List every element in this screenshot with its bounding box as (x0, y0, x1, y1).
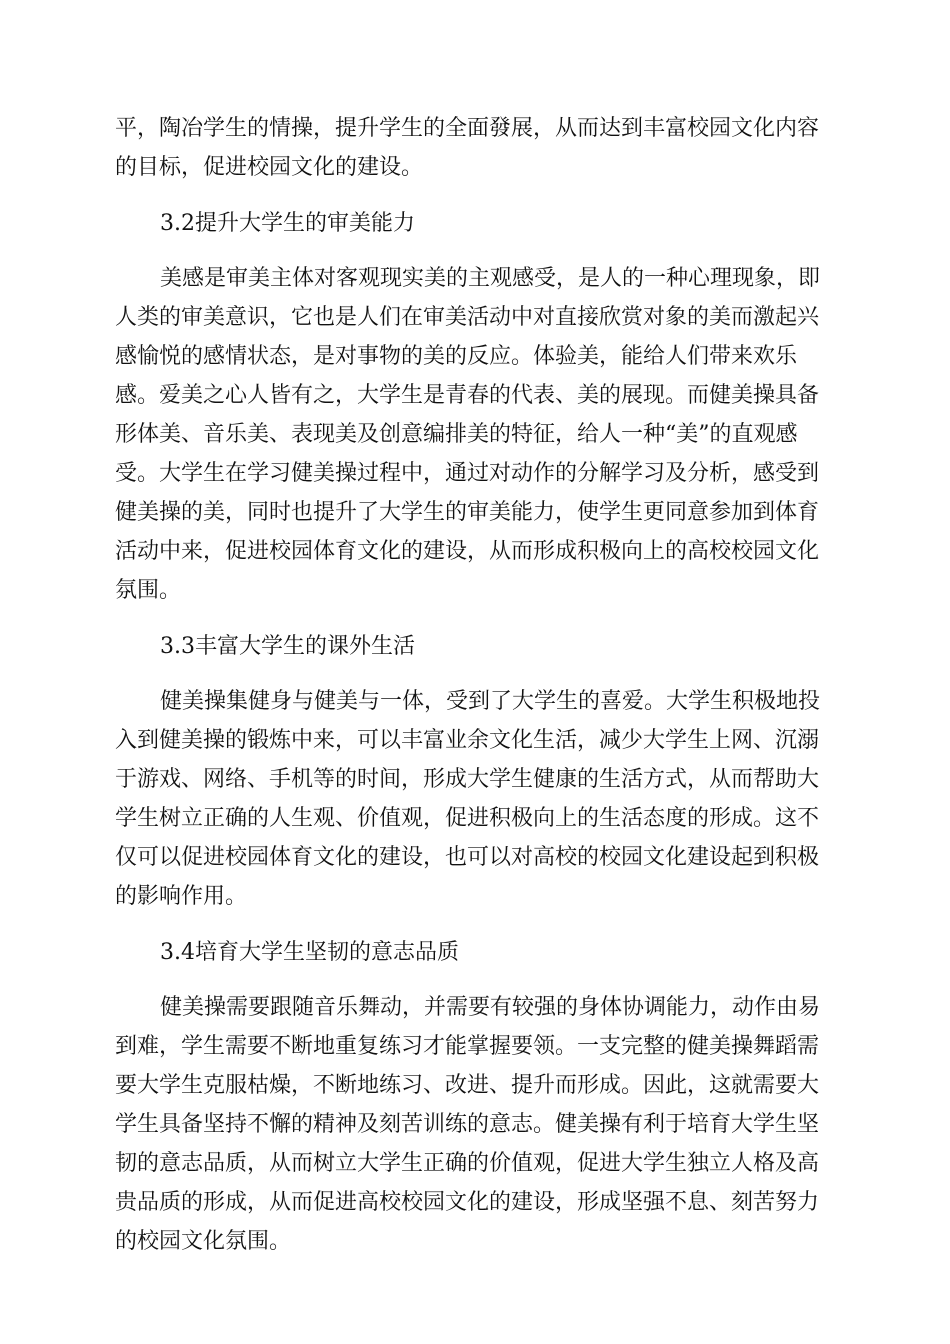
paragraph-line: 形体美、音乐美、表现美及创意编排美的特征，给人一种“美”的直观感 (115, 422, 798, 447)
section-heading-3-3: 3.3丰富大学生的课外生活 (160, 634, 415, 659)
paragraph-line: 健美操集健身与健美与一体，受到了大学生的喜爱。大学生积极地投 (160, 689, 821, 714)
paragraph-line: 感愉悦的感情状态，是对事物的美的反应。体验美，能给人们带来欢乐 (115, 344, 798, 369)
section-heading-3-2: 3.2提升大学生的审美能力 (160, 211, 415, 236)
paragraph-line: 学生树立正确的人生观、价值观，促进积极向上的生活态度的形成。这不 (115, 806, 820, 831)
section-heading-3-4: 3.4培育大学生坚韧的意志品质 (160, 940, 459, 965)
paragraph-line: 受。大学生在学习健美操过程中，通过对动作的分解学习及分析，感受到 (115, 461, 820, 486)
paragraph-line: 学生具备坚持不懈的精神及刻苦训练的意志。健美操有利于培育大学生坚 (115, 1112, 820, 1137)
paragraph-line: 活动中来，促进校园体育文化的建设，从而形成积极向上的高校校园文化 (115, 539, 820, 564)
paragraph-line: 平，陶冶学生的情操，提升学生的全面發展，从而达到丰富校园文化内容 (115, 116, 820, 141)
paragraph-line: 要大学生克服枯燥，不断地练习、改进、提升而形成。因此，这就需要大 (115, 1073, 820, 1098)
paragraph-line: 美感是审美主体对客观现实美的主观感受，是人的一种心理现象，即 (160, 266, 821, 291)
paragraph-line: 的影响作用。 (115, 884, 248, 909)
paragraph-line: 人类的审美意识，它也是人们在审美活动中对直接欣赏对象的美而激起兴 (115, 305, 820, 330)
paragraph-line: 仅可以促进校园体育文化的建设，也可以对高校的校园文化建设起到积极 (115, 845, 820, 870)
paragraph-line: 氛围。 (115, 578, 182, 603)
paragraph-line: 健美操的美，同时也提升了大学生的审美能力，使学生更同意参加到体育 (115, 500, 820, 525)
paragraph-line: 的目标，促进校园文化的建设。 (115, 155, 424, 180)
paragraph-line: 于游戏、网络、手机等的时间，形成大学生健康的生活方式，从而帮助大 (115, 767, 820, 792)
paragraph-line: 贵品质的形成，从而促进高校校园文化的建设，形成坚强不息、刻苦努力 (115, 1190, 820, 1215)
paragraph-line: 到难，学生需要不断地重复练习才能掌握要领。一支完整的健美操舞蹈需 (115, 1034, 820, 1059)
paragraph-line: 入到健美操的锻炼中来，可以丰富业余文化生活，减少大学生上网、沉溺 (115, 728, 820, 753)
paragraph-line: 的校园文化氛围。 (115, 1229, 292, 1254)
paragraph-line: 健美操需要跟随音乐舞动，并需要有较强的身体协调能力，动作由易 (160, 995, 821, 1020)
paragraph-line: 韧的意志品质，从而树立大学生正确的价值观，促进大学生独立人格及高 (115, 1151, 820, 1176)
paragraph-line: 感。爱美之心人皆有之，大学生是青春的代表、美的展现。而健美操具备 (115, 383, 820, 408)
